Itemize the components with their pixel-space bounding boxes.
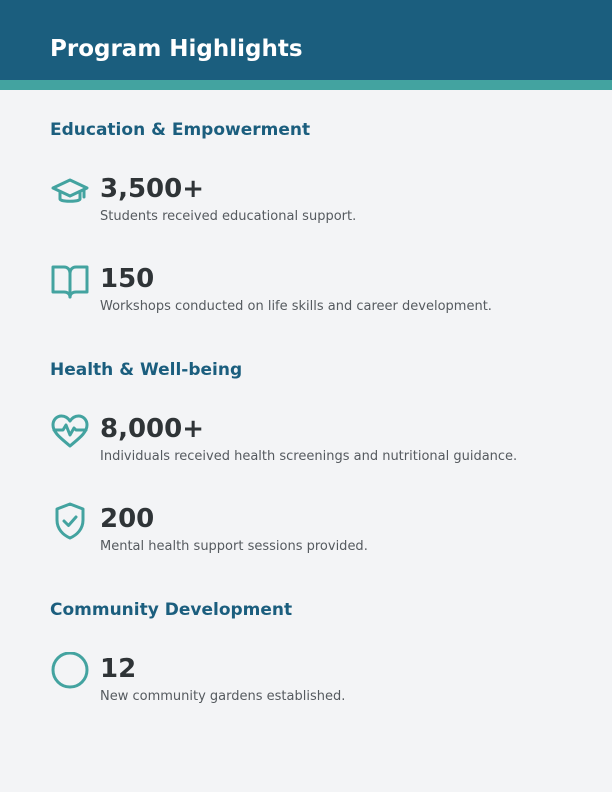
stat-value: 8,000+ <box>100 414 205 444</box>
stat-workshops <box>50 262 570 328</box>
page-title: Program Highlights <box>50 36 303 62</box>
stat-gardens <box>50 652 570 718</box>
stat-description: Mental health support sessions provided. <box>100 539 368 554</box>
shield-check-icon <box>50 502 90 542</box>
section-education <box>50 119 570 141</box>
stat-description: Individuals received health screenings and nutritional guidance. <box>100 449 518 464</box>
section-heading: Community Development <box>50 600 293 620</box>
header <box>0 0 612 80</box>
stat-mental-health <box>50 502 570 568</box>
stat-value: 12 <box>100 654 137 684</box>
stat-students <box>50 172 570 238</box>
accent-bar <box>0 80 612 90</box>
graduation-cap-icon <box>50 172 90 212</box>
stat-description: Workshops conducted on life skills and career development. <box>100 299 492 314</box>
section-heading: Education & Empowerment <box>50 120 311 140</box>
section-community <box>50 599 570 621</box>
section-heading: Health & Well-being <box>50 360 243 380</box>
stat-description: New community gardens established. <box>100 689 346 704</box>
stat-description: Students received educational support. <box>100 209 357 224</box>
book-open-icon <box>50 262 90 302</box>
circle-icon <box>50 652 90 692</box>
stat-value: 150 <box>100 264 155 294</box>
heart-pulse-icon <box>50 412 90 452</box>
stat-value: 3,500+ <box>100 174 205 204</box>
stat-screenings <box>50 412 570 478</box>
stat-value: 200 <box>100 504 155 534</box>
section-health <box>50 359 570 381</box>
